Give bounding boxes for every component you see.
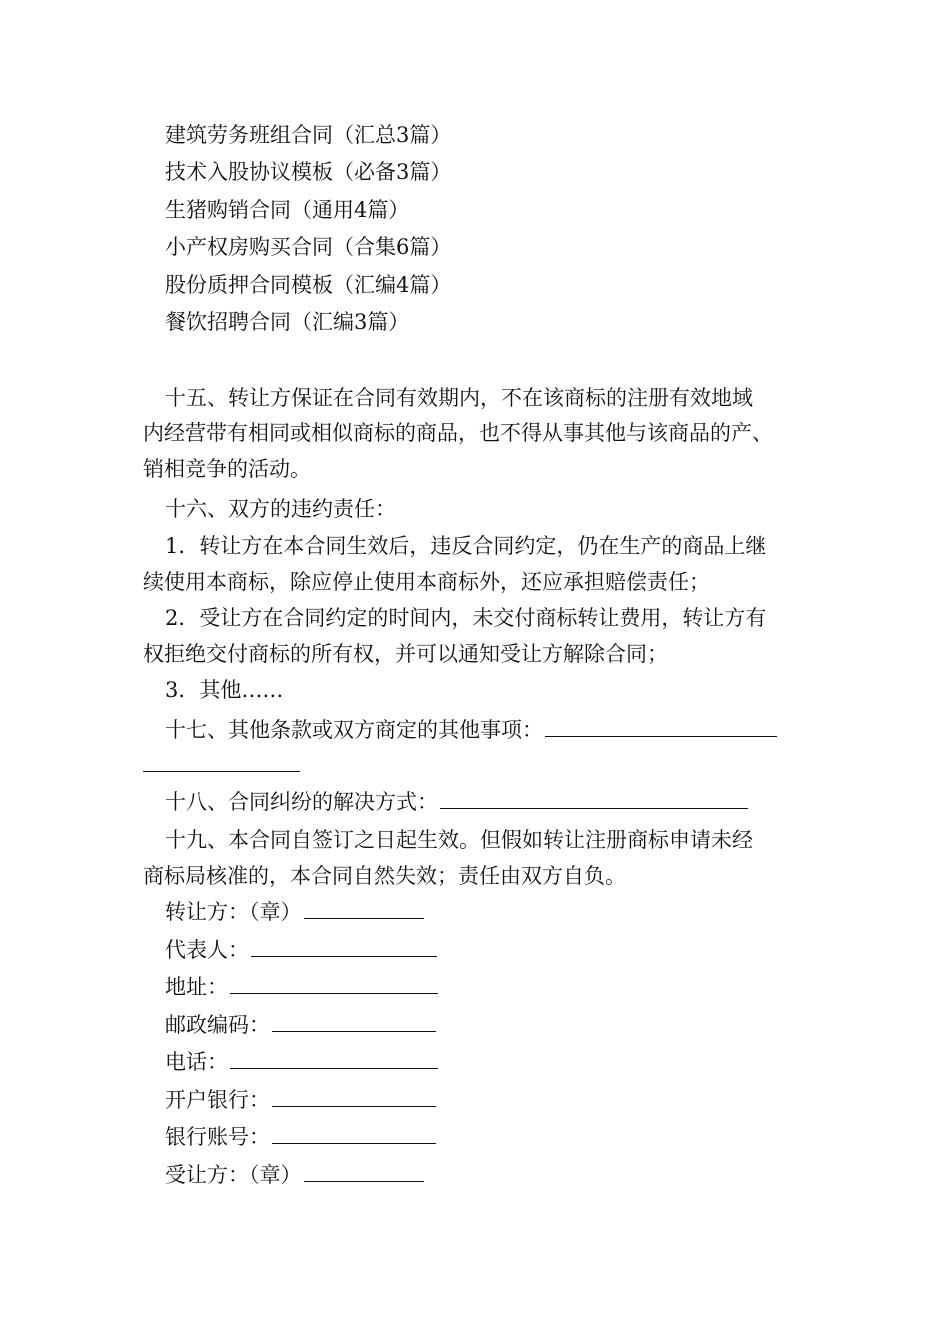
transferee-blank[interactable] bbox=[304, 1161, 424, 1182]
account-label: 银行账号： bbox=[165, 1125, 270, 1149]
clause-16-item: 权拒绝交付商标的所有权，并可以通知受让方解除合同； bbox=[143, 642, 668, 666]
transferor-label: 转让方：（章） bbox=[165, 900, 302, 924]
clause-17-blank[interactable] bbox=[545, 716, 777, 737]
transferee-label: 受让方：（章） bbox=[165, 1163, 302, 1187]
clause-17-blank-continued[interactable] bbox=[143, 771, 300, 772]
clause-15-line: 十五、转让方保证在合同有效期内，不在该商标的注册有效地域 bbox=[165, 386, 753, 410]
account-blank[interactable] bbox=[272, 1123, 436, 1144]
phone-label: 电话： bbox=[165, 1050, 228, 1074]
clause-16-item: 1．转让方在本合同生效后，违反合同约定，仍在生产的商品上继 bbox=[165, 534, 767, 558]
clause-15-line: 内经营带有相同或相似商标的商品，也不得从事其他与该商品的产、 bbox=[143, 421, 773, 445]
address-blank[interactable] bbox=[230, 973, 438, 994]
representative-label: 代表人： bbox=[165, 938, 249, 962]
representative-blank[interactable] bbox=[251, 936, 437, 957]
clause-16-item: 续使用本商标，除应停止使用本商标外，还应承担赔偿责任； bbox=[143, 570, 710, 594]
clause-16-item: 3．其他…… bbox=[165, 678, 284, 702]
postal-code-field bbox=[165, 1010, 436, 1040]
address-label: 地址： bbox=[165, 975, 228, 999]
clause-17 bbox=[165, 715, 777, 745]
transferee-field bbox=[165, 1160, 424, 1190]
postal-code-blank[interactable] bbox=[272, 1011, 436, 1032]
clause-19-line: 十九、本合同自签订之日起生效。但假如转让注册商标申请未经 bbox=[165, 828, 753, 852]
related-item[interactable]: 生猪购销合同（通用4篇） bbox=[165, 198, 410, 222]
related-item[interactable]: 股份质押合同模板（汇编4篇） bbox=[165, 273, 452, 297]
related-item[interactable]: 建筑劳务班组合同（汇总3篇） bbox=[165, 123, 452, 147]
clause-17-label: 十七、其他条款或双方商定的其他事项： bbox=[165, 718, 543, 742]
bank-blank[interactable] bbox=[272, 1086, 436, 1107]
clause-18 bbox=[165, 787, 748, 817]
clause-16-item: 2．受让方在合同约定的时间内，未交付商标转让费用，转让方有 bbox=[165, 606, 767, 630]
related-item[interactable]: 餐饮招聘合同（汇编3篇） bbox=[165, 310, 410, 334]
related-item[interactable]: 小产权房购买合同（合集6篇） bbox=[165, 235, 452, 259]
clause-19-line: 商标局核准的，本合同自然失效；责任由双方自负。 bbox=[143, 864, 626, 888]
transferor-blank[interactable] bbox=[304, 898, 424, 919]
address-field bbox=[165, 972, 438, 1002]
phone-blank[interactable] bbox=[230, 1048, 438, 1069]
clause-18-label: 十八、合同纠纷的解决方式： bbox=[165, 790, 438, 814]
transferor-field bbox=[165, 897, 424, 927]
bank-field bbox=[165, 1085, 436, 1115]
clause-15-line: 销相竞争的活动。 bbox=[143, 457, 311, 481]
related-item[interactable]: 技术入股协议模板（必备3篇） bbox=[165, 160, 452, 184]
postal-code-label: 邮政编码： bbox=[165, 1013, 270, 1037]
bank-label: 开户银行： bbox=[165, 1088, 270, 1112]
clause-18-blank[interactable] bbox=[440, 788, 748, 809]
representative-field bbox=[165, 935, 437, 965]
account-field bbox=[165, 1122, 436, 1152]
phone-field bbox=[165, 1047, 438, 1077]
clause-16-title: 十六、双方的违约责任： bbox=[165, 497, 396, 521]
